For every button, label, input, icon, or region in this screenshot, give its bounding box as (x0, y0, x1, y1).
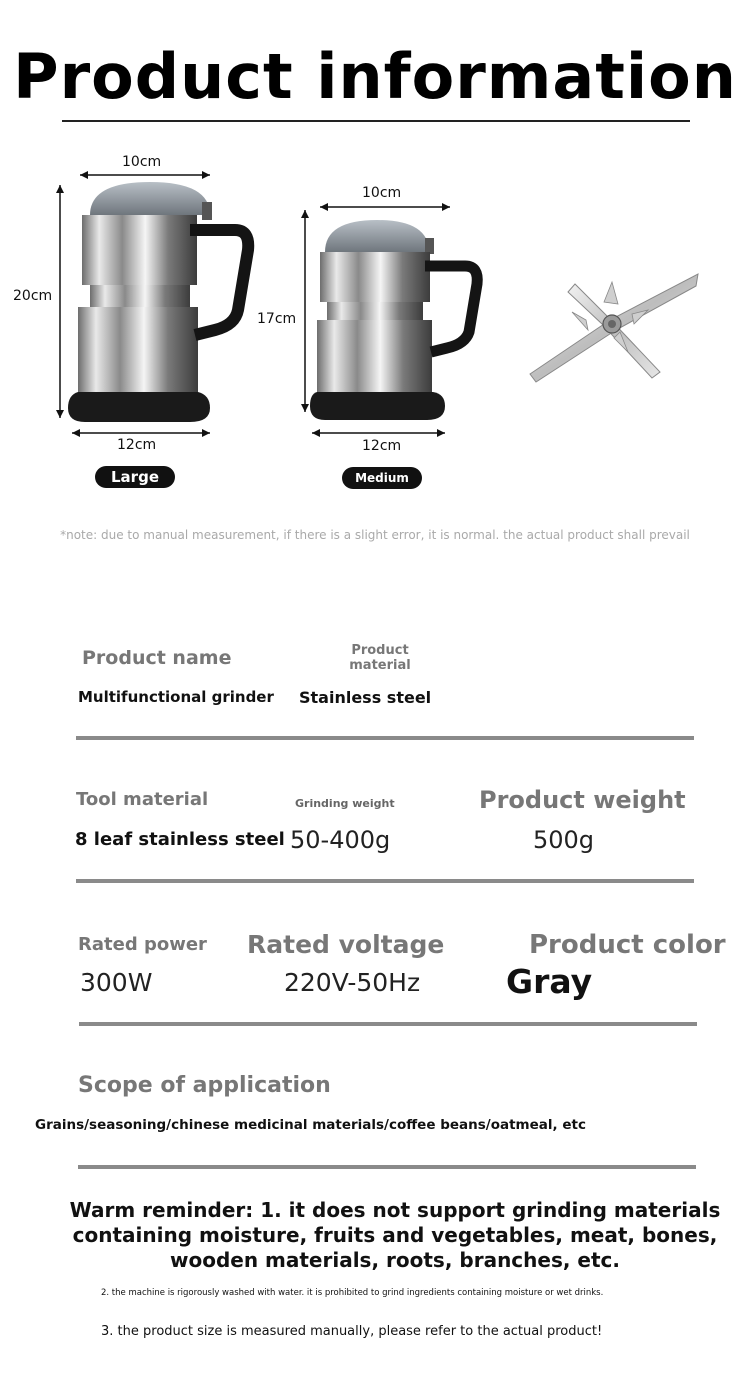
medium-badge: Medium (342, 467, 422, 489)
scope-label: Scope of application (78, 1073, 331, 1098)
measurement-note: *note: due to manual measurement, if there is a slight error, it is normal. the actual product shall prevail (60, 528, 690, 542)
product-color-label: Product color (529, 930, 726, 960)
reminder-item-3: 3. the product size is measured manually, please refer to the actual product! (101, 1324, 603, 1339)
product-color-value: Gray (506, 962, 593, 1001)
section-divider (76, 879, 694, 883)
product-name-value: Multifunctional grinder (78, 688, 274, 706)
page-title: Product information (13, 40, 737, 113)
blade-image (520, 262, 705, 392)
product-material-value: Stainless steel (299, 688, 432, 707)
reminder-item-2: 2. the machine is rigorously washed with water. it is prohibited to grind ingredients containing moisture or wet drinks. (101, 1288, 604, 1298)
section-divider (79, 1022, 697, 1026)
medium-grinder-image (295, 180, 490, 440)
medium-base-width: 12cm (362, 438, 402, 454)
section-divider (76, 736, 694, 740)
product-material-label-line-2: material (349, 658, 411, 673)
title-divider (62, 120, 690, 122)
product-material-label (345, 643, 415, 673)
large-base-width: 12cm (117, 437, 157, 453)
medium-height: 17cm (257, 311, 297, 327)
section-divider (78, 1165, 696, 1169)
large-top-width: 10cm (122, 154, 162, 170)
product-material-label-line-1: Product (351, 643, 409, 658)
rated-power-value: 300W (80, 968, 153, 997)
product-weight-label: Product weight (479, 786, 686, 814)
product-name-label: Product name (82, 647, 232, 669)
grinding-weight-value: 50-400g (290, 826, 391, 854)
product-weight-value: 500g (533, 826, 595, 854)
large-grinder-image (40, 150, 270, 450)
grinding-weight-label: Grinding weight (295, 797, 395, 810)
rated-voltage-value: 220V-50Hz (284, 968, 421, 997)
medium-top-width: 10cm (362, 185, 402, 201)
rated-voltage-label: Rated voltage (247, 930, 445, 959)
large-badge: Large (95, 466, 175, 488)
warm-reminder: Warm reminder: 1. it does not support grinding materials containing moisture, fruits and vegetables, meat, bones, wooden materials, roots, branches, etc. (69, 1198, 721, 1272)
rated-power-label: Rated power (78, 934, 207, 955)
tool-material-value: 8 leaf stainless steel (75, 829, 285, 850)
scope-value: Grains/seasoning/chinese medicinal materials/coffee beans/oatmeal, etc (35, 1117, 586, 1133)
tool-material-label: Tool material (76, 789, 209, 810)
large-height: 20cm (13, 288, 53, 304)
